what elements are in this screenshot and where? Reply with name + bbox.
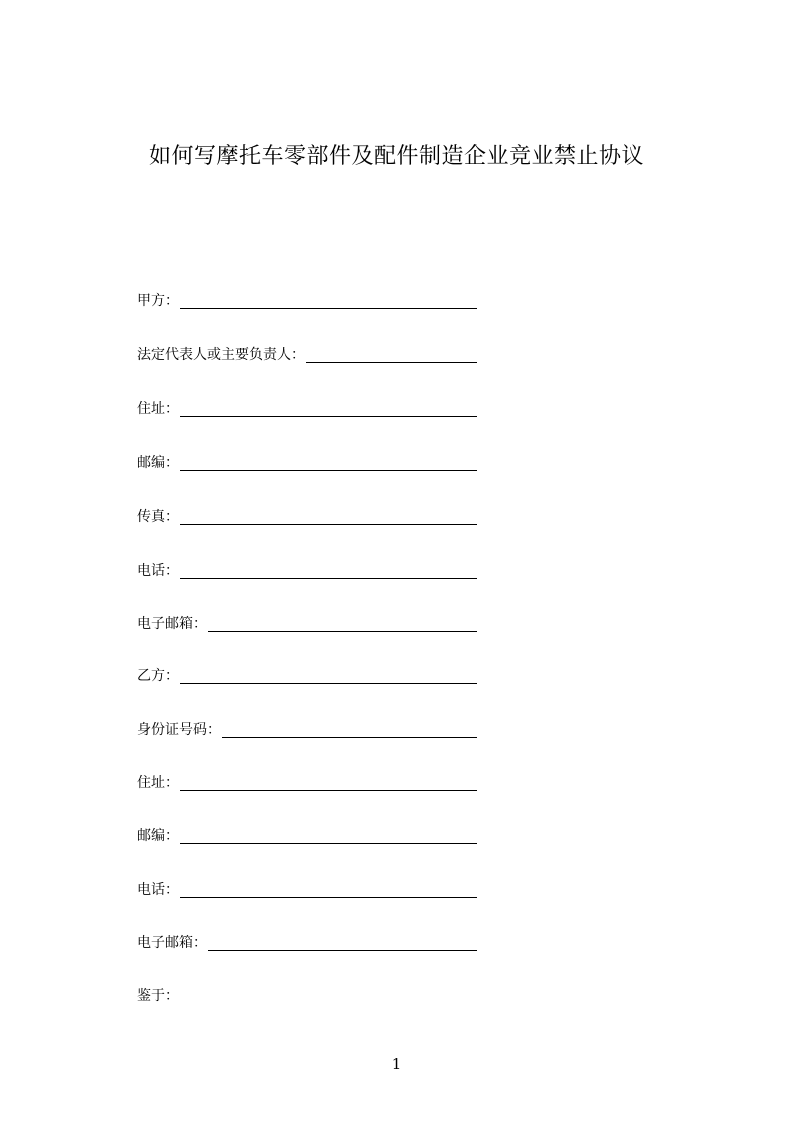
field-label: 甲方： <box>137 293 179 309</box>
field-label: 电子邮箱： <box>137 616 207 632</box>
field-address-a <box>137 399 477 419</box>
field-id-number <box>137 720 477 740</box>
fill-in-blank <box>180 828 477 844</box>
field-fax-a <box>137 507 477 527</box>
field-party-a <box>137 291 477 311</box>
fill-in-blank <box>208 935 477 951</box>
field-label: 电子邮箱： <box>137 935 207 951</box>
field-label: 身份证号码： <box>137 722 221 738</box>
field-phone-a <box>137 561 477 581</box>
field-label: 法定代表人或主要负责人： <box>137 347 305 363</box>
fill-in-blank <box>180 775 477 791</box>
fill-in-blank <box>180 293 477 309</box>
fill-in-blank <box>208 616 477 632</box>
field-email-a <box>137 614 477 634</box>
field-label: 传真： <box>137 509 179 525</box>
field-phone-b <box>137 880 477 900</box>
fill-in-blank <box>180 563 477 579</box>
fill-in-blank <box>180 668 477 684</box>
fill-in-blank <box>180 401 477 417</box>
field-label: 邮编： <box>137 828 179 844</box>
fill-in-blank <box>180 455 477 471</box>
field-label: 电话： <box>137 882 179 898</box>
fill-in-blank <box>180 509 477 525</box>
field-label: 电话： <box>137 563 179 579</box>
field-legal-representative <box>137 345 477 365</box>
field-party-b <box>137 666 477 686</box>
fill-in-blank <box>306 347 477 363</box>
fill-in-blank <box>222 722 477 738</box>
document-title: 如何写摩托车零部件及配件制造企业竞业禁止协议 <box>148 144 644 169</box>
field-postcode-b <box>137 826 477 846</box>
field-address-b <box>137 773 477 793</box>
field-label: 住址： <box>137 401 179 417</box>
field-label: 住址： <box>137 775 179 791</box>
whereas-heading: 鉴于： <box>137 988 179 1004</box>
fill-in-blank <box>180 882 477 898</box>
field-postcode-a <box>137 453 477 473</box>
field-label: 乙方： <box>137 668 179 684</box>
field-label: 邮编： <box>137 455 179 471</box>
page-number: 1 <box>391 1055 402 1073</box>
field-email-b <box>137 933 477 953</box>
